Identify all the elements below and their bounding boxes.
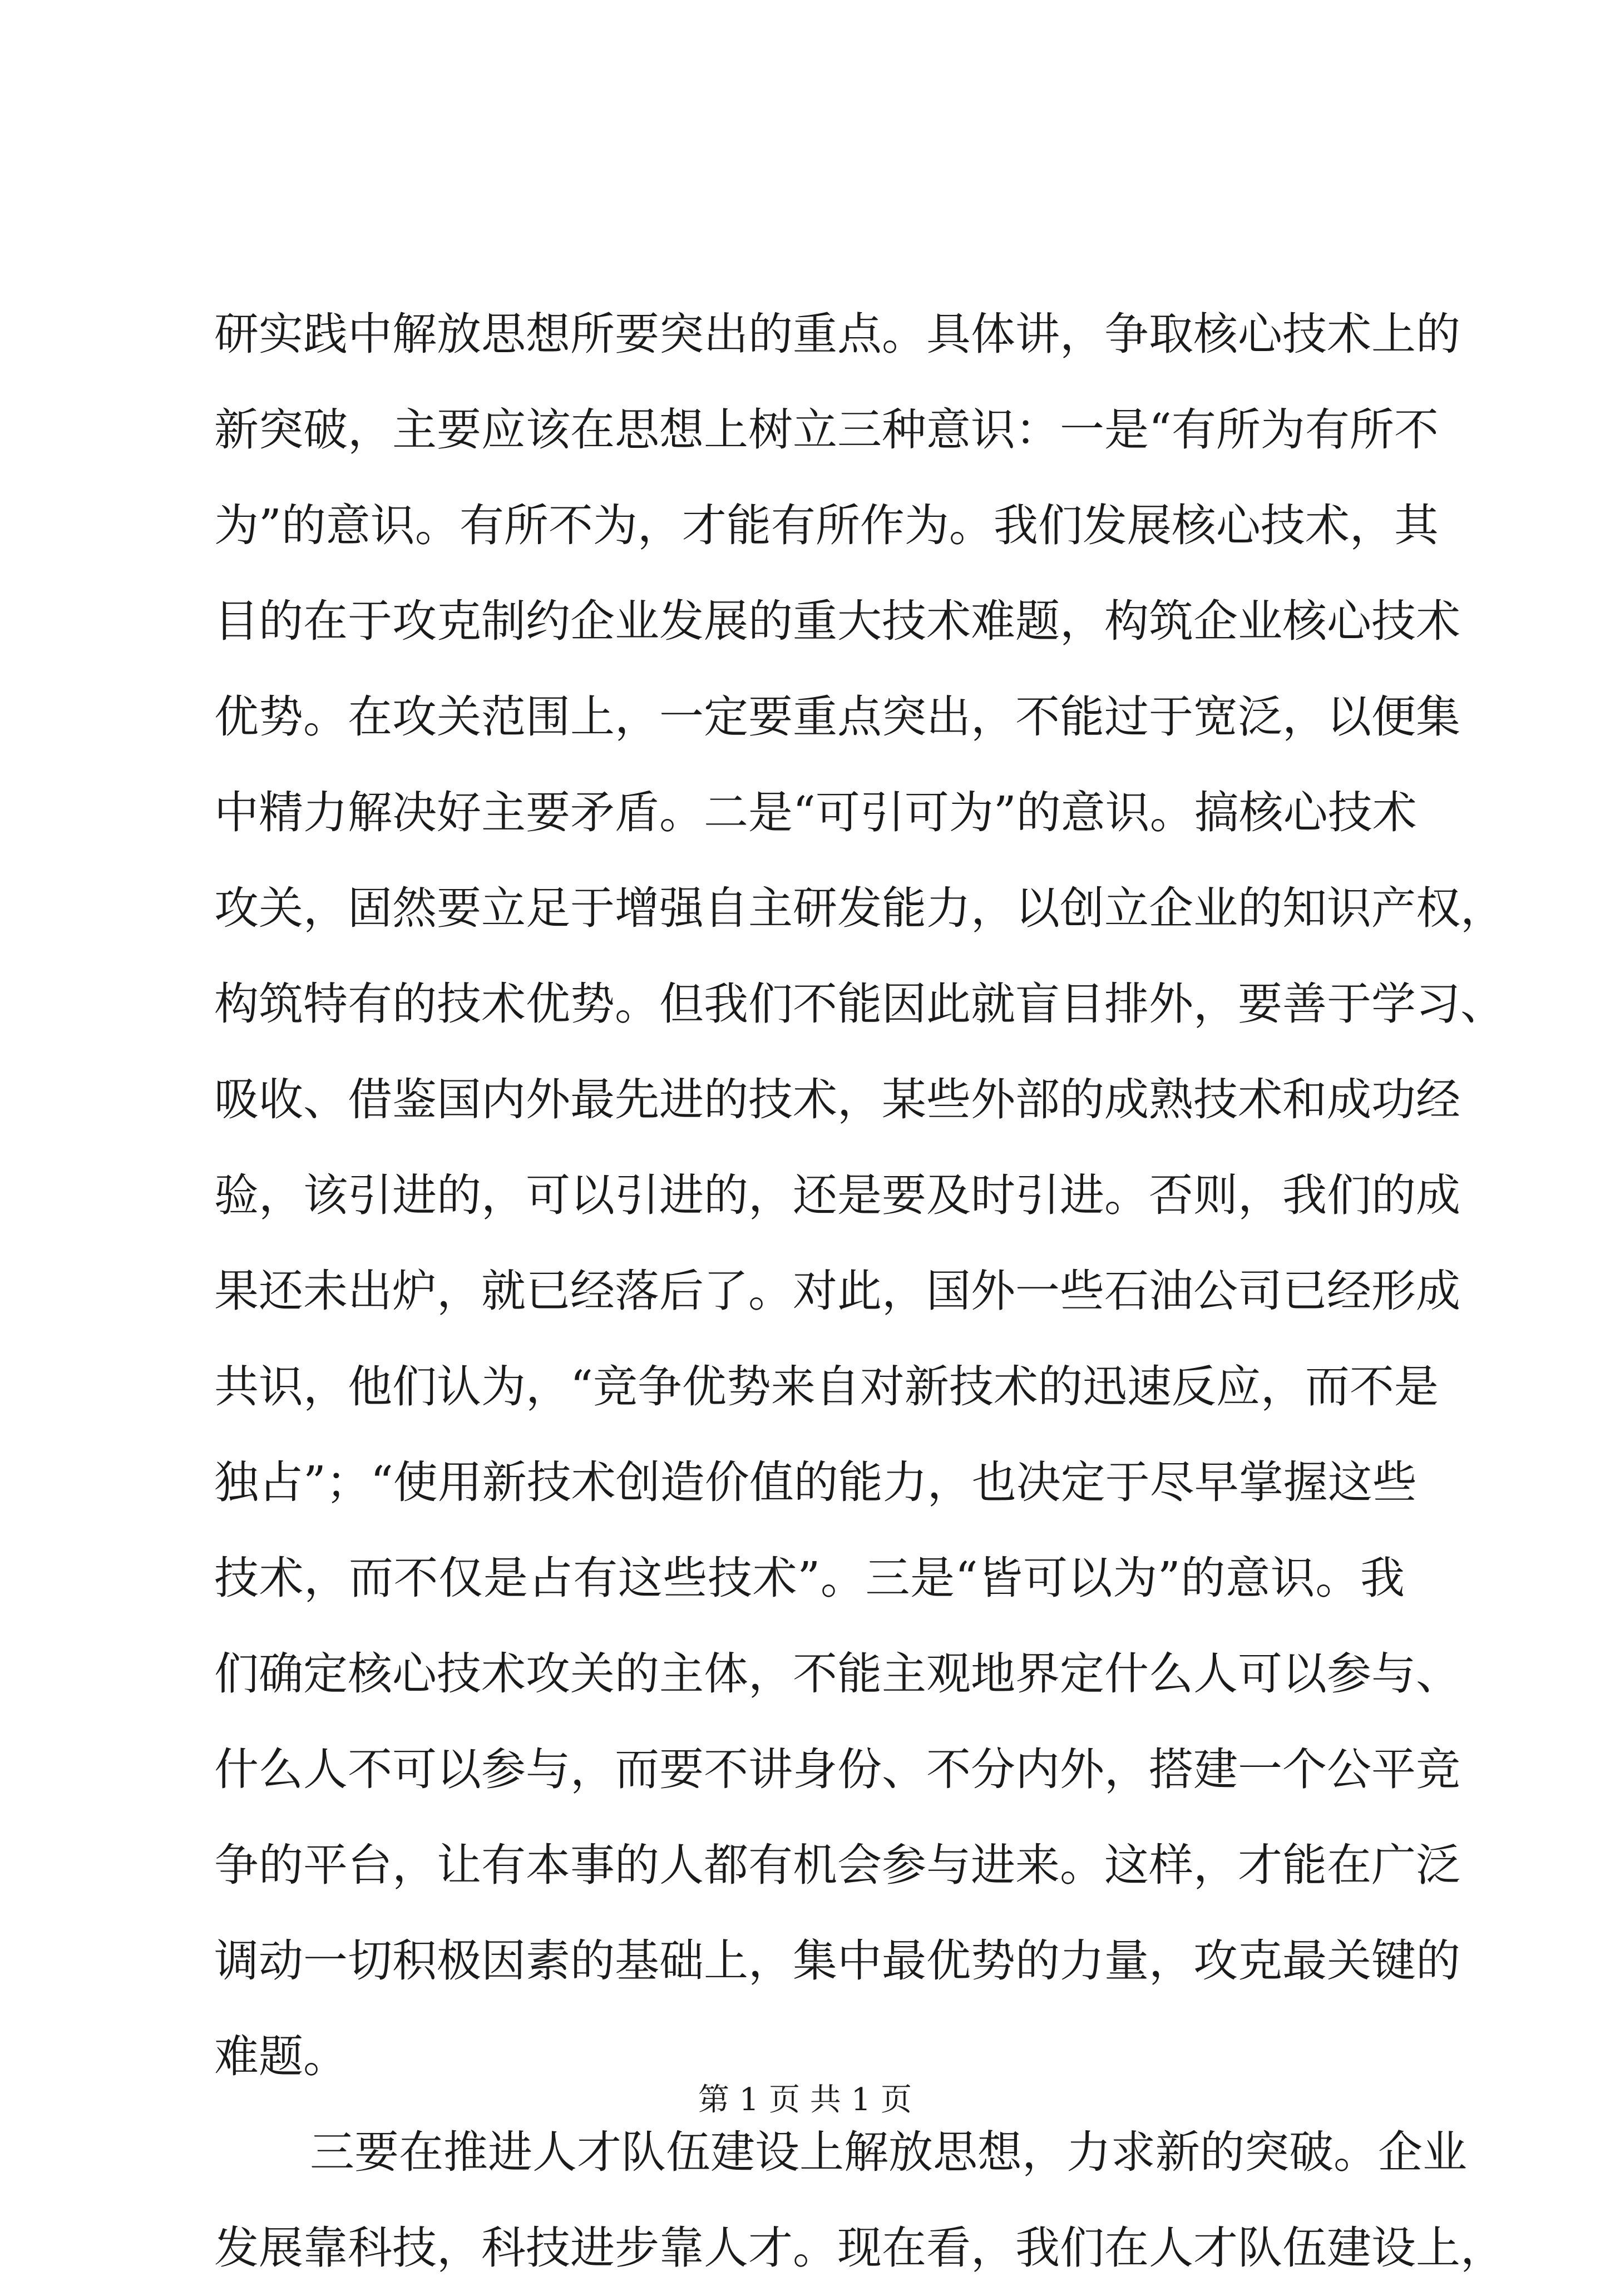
paragraph-1-line-6: 中精力解决好主要矛盾。二是“可引可为”的意识。搞核心技术 <box>214 787 1417 838</box>
paragraph-1-line-13: 独占”；“使用新技术创造价值的能力，也决定于尽早掌握这些 <box>214 1456 1417 1508</box>
paragraph-1-line-8: 构筑特有的技术优势。但我们不能因此就盲目排外，要善于学习、 <box>214 978 1505 1030</box>
body-text <box>214 287 1505 2296</box>
page-footer <box>0 2078 1610 2122</box>
paragraph-1-line-17: 争的平台，让有本事的人都有机会参与进来。这样，才能在广泛 <box>214 1839 1460 1891</box>
paragraph-2-line-2: 发展靠科技，科技进步靠人才。现在看，我们在人才队伍建设上， <box>214 2222 1505 2274</box>
paragraph-1-line-14: 技术，而不仅是占有这些技术”。三是“皆可以为”的意识。我 <box>214 1552 1405 1604</box>
paragraph-1-line-11: 果还未出炉，就已经落后了。对此，国外一些石油公司已经形成 <box>214 1265 1460 1317</box>
paragraph-1-line-1: 研实践中解放思想所要突出的重点。具体讲，争取核心技术上的 <box>214 308 1460 360</box>
paragraph-1-line-12: 共识，他们认为，“竞争优势来自对新技术的迅速反应，而不是 <box>214 1361 1439 1413</box>
page-number-label: 第 1 页 共 1 页 <box>698 2082 912 2118</box>
paragraph-1-line-19: 难题。 <box>214 2031 348 2082</box>
paragraph-1-line-4: 目的在于攻克制约企业发展的重大技术难题，构筑企业核心技术 <box>214 595 1460 647</box>
paragraph-1-line-16: 什么人不可以参与，而要不讲身份、不分内外，搭建一个公平竞 <box>214 1744 1460 1795</box>
paragraph-1-line-18: 调动一切积极因素的基础上，集中最优势的力量，攻克最关键的 <box>214 1935 1460 1987</box>
paragraph-1-line-5: 优势。在攻关范围上，一定要重点突出，不能过于宽泛，以便集 <box>214 691 1460 743</box>
paragraph-1-line-10: 验，该引进的，可以引进的，还是要及时引进。否则，我们的成 <box>214 1169 1460 1221</box>
paragraph-1-line-3: 为”的意识。有所不为，才能有所作为。我们发展核心技术，其 <box>214 500 1439 551</box>
paragraph-1-line-15: 们确定核心技术攻关的主体，不能主观地界定什么人可以参与、 <box>214 1648 1460 1700</box>
paragraph-2-line-1: 三要在推进人才队伍建设上解放思想，力求新的突破。企业 <box>310 2126 1467 2178</box>
paragraph-1-line-9: 吸收、借鉴国内外最先进的技术，某些外部的成熟技术和成功经 <box>214 1074 1460 1125</box>
paragraph-1-line-2: 新突破，主要应该在思想上树立三种意识：一是“有所为有所不 <box>214 404 1439 456</box>
paragraph-1-line-7: 攻关，固然要立足于增强自主研发能力，以创立企业的知识产权， <box>214 882 1505 934</box>
